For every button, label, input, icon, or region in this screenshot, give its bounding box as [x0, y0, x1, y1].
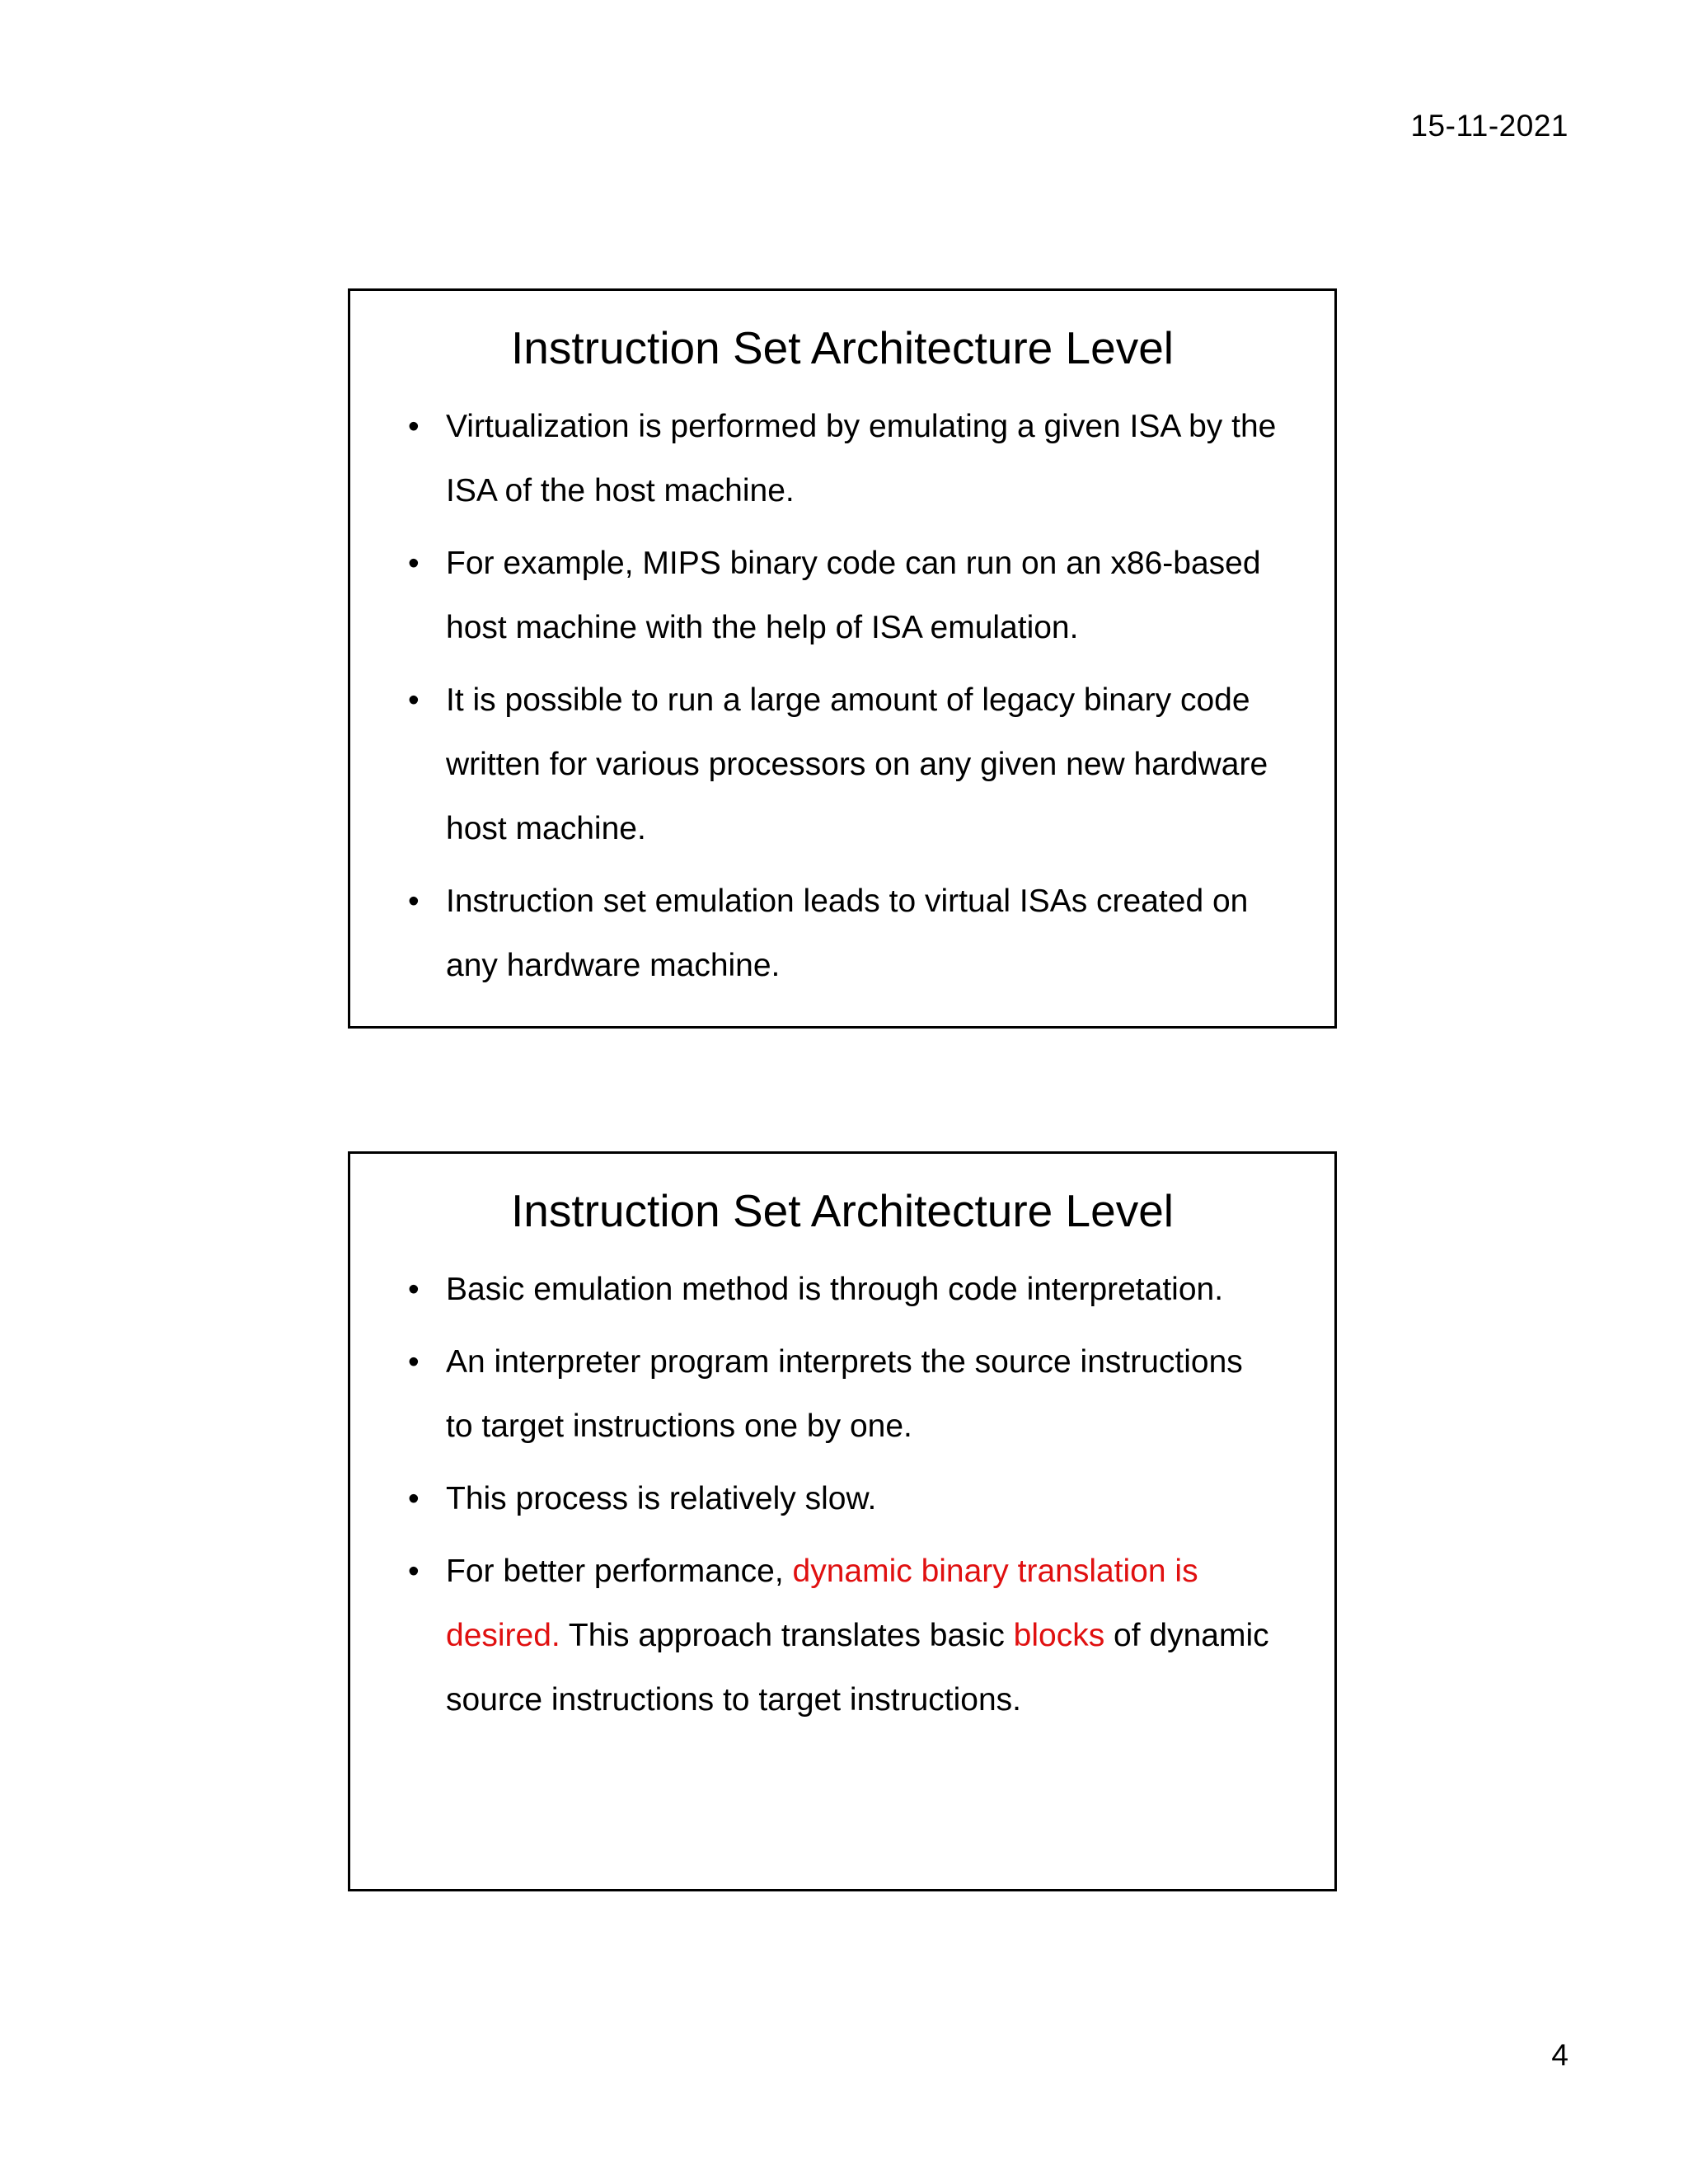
bullet-text: For example, MIPS binary code can run on an x86-based host machine with the help of ISA emulation.	[446, 546, 1261, 645]
bullet-item	[408, 668, 1277, 861]
bullet-text-segment: of dynamic source instructions to target instructions.	[446, 1618, 1269, 1718]
bullet-icon: •	[408, 682, 420, 718]
date-header: 15-11-2021	[1410, 109, 1568, 143]
bullet-text-segment: This approach translates basic	[560, 1618, 1014, 1653]
bullet-icon: •	[408, 1344, 420, 1380]
bullet-item	[408, 1330, 1277, 1459]
bullet-text: This process is relatively slow.	[446, 1481, 877, 1516]
slide-title: Instruction Set Architecture Level	[510, 1185, 1175, 1236]
bullet-text: Basic emulation method is through code interpretation.	[446, 1272, 1224, 1307]
bullet-item	[408, 395, 1277, 523]
highlighted-text: dynamic binary translation is desired.	[446, 1554, 1198, 1653]
bullet-text: Virtualization is performed by emulating a given ISA by the ISA of the host machine.	[446, 409, 1277, 509]
bullet-item	[408, 869, 1277, 998]
highlighted-text: blocks	[1013, 1618, 1105, 1653]
bullet-icon: •	[408, 409, 420, 444]
bullet-list	[350, 395, 1334, 998]
bullet-list	[350, 1258, 1334, 1732]
bullet-text: It is possible to run a large amount of legacy binary code written for various processors on any given new hardware host machine.	[446, 682, 1268, 846]
bullet-icon: •	[408, 546, 420, 581]
bullet-icon: •	[408, 883, 420, 919]
bullet-text: An interpreter program interprets the source instructions to target instructions one by one.	[446, 1344, 1243, 1444]
bullet-item	[408, 1467, 1277, 1531]
bullet-text-segment: For better performance,	[446, 1554, 793, 1589]
bullet-icon: •	[408, 1481, 420, 1516]
slide-1	[348, 288, 1337, 1029]
bullet-icon: •	[408, 1272, 420, 1307]
bullet-text	[446, 1554, 1269, 1718]
bullet-text: Instruction set emulation leads to virtual ISAs created on any hardware machine.	[446, 883, 1249, 983]
slide-title: Instruction Set Architecture Level	[510, 322, 1175, 373]
bullet-item	[408, 1540, 1277, 1732]
slide-2	[348, 1151, 1337, 1891]
bullet-item	[408, 532, 1277, 660]
page-number: 4	[1551, 2038, 1568, 2072]
bullet-item	[408, 1258, 1277, 1322]
bullet-icon: •	[408, 1554, 420, 1589]
